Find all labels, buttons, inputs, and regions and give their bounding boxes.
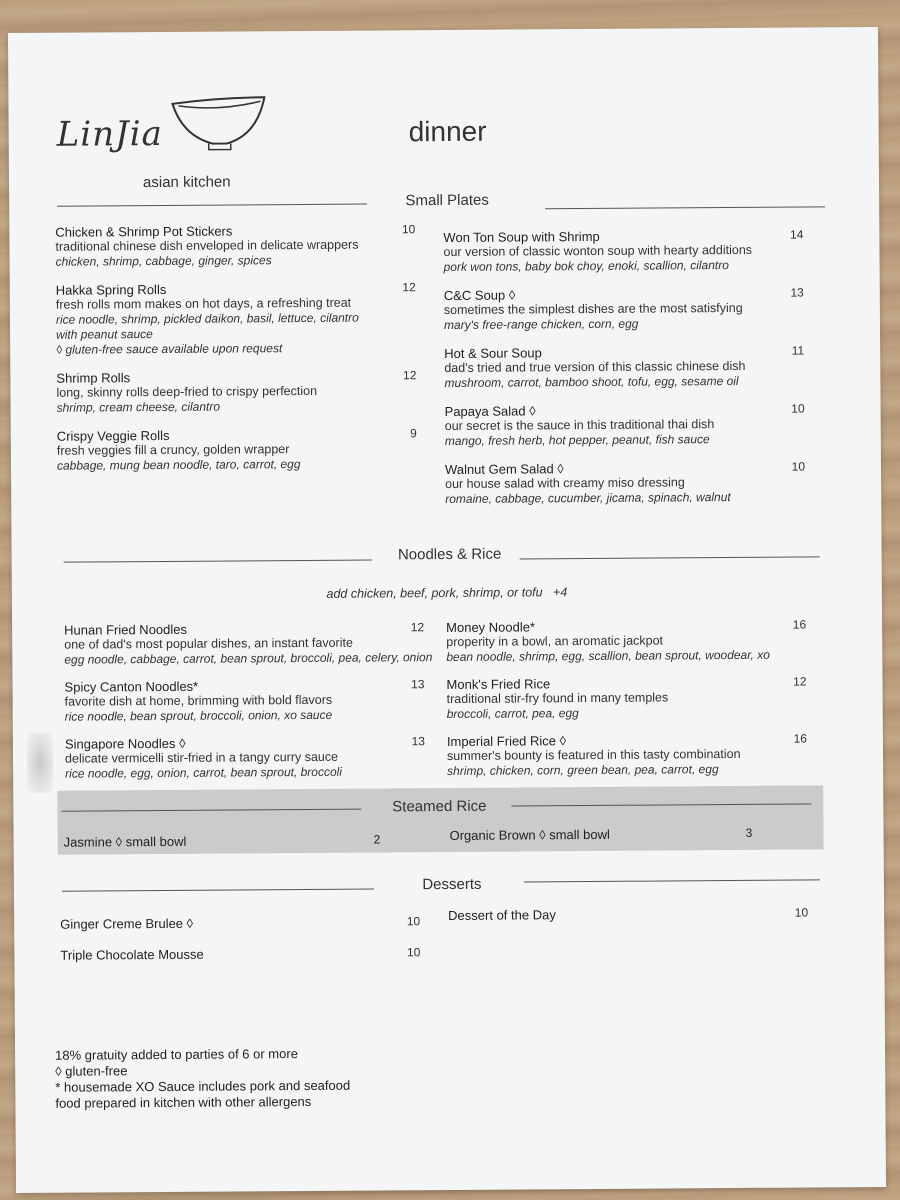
menu-item (448, 905, 828, 923)
item-ingredients: mary's free-range chicken, corn, egg (443, 316, 639, 333)
menu-item (64, 620, 444, 668)
footnote-line: food prepared in kitchen with other allergens (55, 1093, 312, 1111)
section-title: Desserts (422, 875, 482, 894)
section-heading-steamed-rice (61, 795, 817, 822)
item-price: 3 (745, 825, 753, 840)
logo-subtitle: asian kitchen (142, 173, 231, 192)
item-description: fresh rolls mom makes on hot days, a refreshing treat (55, 295, 352, 312)
item-price: 12 (402, 280, 416, 295)
restaurant-logo (56, 93, 257, 194)
menu-item (446, 674, 826, 722)
footnote-line: ◊ gluten-free (55, 1063, 128, 1079)
section-heading-noodles-rice (60, 543, 840, 570)
section-heading-desserts (62, 873, 842, 900)
menu-item (56, 368, 436, 416)
item-ingredients: romaine, cabbage, cucumber, jicama, spinach, walnut (445, 490, 731, 507)
desserts-right-column (448, 905, 828, 939)
menu-item (445, 401, 825, 449)
section-title: Noodles & Rice (397, 545, 502, 564)
item-description: sometimes the simplest dishes are the most satisfying (443, 300, 743, 318)
item-price: 10 (791, 401, 805, 416)
item-description: delicate vermicelli stir-fried in a tangy curry sauce (64, 749, 339, 766)
bowl-icon (168, 93, 268, 154)
item-ingredients: shrimp, cream cheese, cilantro (56, 399, 221, 415)
item-price: 10 (406, 914, 421, 929)
footnote-line: * housemade XO Sauce includes pork and seafood (55, 1077, 351, 1095)
item-price: 12 (793, 674, 807, 689)
item-name: Hot & Sour Soup (444, 345, 542, 362)
item-description: traditional chinese dish enveloped in delicate wrappers (55, 237, 359, 254)
menu-item-brown-rice (450, 827, 610, 843)
item-name: Imperial Fried Rice ◊ (446, 733, 567, 750)
item-ingredients: rice noodle, bean sprout, broccoli, onion, xo sauce (64, 707, 333, 724)
item-price: 10 (401, 222, 416, 237)
item-name: Monk's Fried Rice (446, 676, 551, 693)
item-price: 10 (791, 459, 806, 474)
menu-item (447, 731, 827, 779)
item-price: 13 (411, 677, 425, 692)
section-heading-small-plates (57, 189, 837, 216)
item-name: Hakka Spring Rolls (55, 281, 167, 298)
item-ingredients: mushroom, carrot, bamboo shoot, tofu, egg, sesame oil (444, 373, 739, 391)
menu-title: dinner (408, 115, 487, 148)
item-price: 16 (793, 731, 807, 746)
menu-item (60, 945, 440, 963)
item-name: Organic Brown ◊ small bowl (449, 826, 610, 843)
item-price: 9 (410, 426, 417, 441)
item-price: 12 (410, 620, 425, 635)
item-name: Jasmine ◊ small bowl (63, 833, 187, 850)
item-extra: with peanut sauce (56, 327, 153, 342)
steamed-rice-band (57, 785, 823, 854)
item-price: 16 (792, 617, 807, 632)
small-plates-right-column (443, 227, 825, 520)
item-description: favorite dish at home, brimming with bold flavors (64, 692, 333, 709)
menu-item (57, 426, 437, 474)
item-price: 13 (790, 285, 804, 300)
footnote-line: 18% gratuity added to parties of 6 or more (55, 1046, 298, 1063)
item-ingredients: chicken, shrimp, cabbage, ginger, spices (55, 253, 272, 269)
item-description: fresh veggies fill a cruncy, golden wrapper (56, 442, 290, 458)
item-name: Dessert of the Day (448, 907, 556, 923)
item-name: Hunan Fried Noodles (64, 621, 188, 638)
item-ingredients: pork won tons, baby bok choy, enoki, scallion, cilantro (443, 258, 729, 275)
section-title: Steamed Rice (392, 797, 487, 816)
item-description: traditional stir-fry found in many temples (446, 690, 669, 707)
item-price: 13 (411, 734, 425, 749)
item-ingredients: egg noodle, cabbage, carrot, bean sprout, broccoli, pea, celery, onion (64, 650, 433, 667)
item-price: 12 (402, 368, 417, 383)
item-ingredients: cabbage, mung bean noodle, taro, carrot, egg (56, 457, 301, 473)
item-name: Won Ton Soup with Shrimp (443, 228, 600, 246)
item-ingredients: broccoli, carrot, pea, egg (446, 706, 579, 722)
addon-price: +4 (552, 585, 568, 600)
item-name: C&C Soup ◊ (443, 287, 516, 304)
menu-item (444, 285, 824, 333)
menu-item (56, 280, 437, 358)
item-price: 2 (373, 832, 381, 847)
desserts-left-column (60, 914, 440, 979)
item-name: Money Noodle* (446, 619, 536, 636)
small-plates-left-column (55, 222, 437, 487)
menu-item (64, 677, 444, 725)
menu-footnotes (55, 1046, 350, 1112)
item-name: Shrimp Rolls (56, 370, 131, 386)
item-ingredients: mango, fresh herb, hot pepper, peanut, fish sauce (444, 432, 710, 449)
noodles-left-column (64, 620, 445, 794)
item-ingredients: bean noodle, shrimp, egg, scallion, bean sprout, woodear, xo (446, 647, 770, 665)
item-name: Papaya Salad ◊ (444, 403, 536, 420)
item-name: Walnut Gem Salad ◊ (444, 461, 564, 478)
item-description: properity in a bowl, an aromatic jackpot (446, 633, 664, 650)
section-title: Small Plates (405, 191, 489, 210)
item-description: our house salad with creamy miso dressing (445, 475, 685, 492)
menu-item (60, 914, 440, 932)
menu-item (55, 222, 435, 270)
item-description: our secret is the sauce in this traditional thai dish (444, 417, 715, 434)
item-price: 10 (406, 945, 421, 960)
item-description: our version of classic wonton soup with hearty additions (443, 242, 753, 260)
item-ingredients: shrimp, chicken, corn, green bean, pea, carrot, egg (447, 762, 719, 779)
item-price: 10 (794, 905, 809, 920)
paper-crease-shadow (27, 733, 53, 793)
noodles-right-column (446, 617, 827, 791)
menu-item (65, 734, 445, 782)
menu-item (445, 459, 825, 507)
item-name: Chicken & Shrimp Pot Stickers (55, 223, 233, 240)
logo-wordmark: LinJia (56, 113, 163, 155)
menu-item-jasmine-rice (64, 834, 187, 850)
item-note: ◊ gluten-free sauce available upon request (56, 341, 283, 357)
addon-text: add chicken, beef, pork, shrimp, or tofu (326, 585, 543, 601)
item-description: summer's bounty is featured in this tasty combination (446, 746, 741, 764)
item-name: Ginger Creme Brulee ◊ (60, 915, 194, 932)
item-description: dad's tried and true version of this classic chinese dish (444, 358, 746, 376)
item-name: Triple Chocolate Mousse (60, 946, 204, 963)
item-price: 11 (791, 343, 805, 358)
item-ingredients: rice noodle, egg, onion, carrot, bean sprout, broccoli (65, 764, 343, 781)
item-name: Singapore Noodles ◊ (64, 735, 186, 752)
menu-sheet (8, 27, 886, 1193)
menu-item (446, 617, 826, 665)
item-description: long, skinny rolls deep-fried to crispy perfection (56, 383, 318, 400)
menu-item (444, 343, 824, 391)
protein-addon-note (12, 583, 882, 603)
item-ingredients: rice noodle, shrimp, pickled daikon, basil, lettuce, cilantro (55, 310, 359, 327)
menu-item (443, 227, 823, 275)
item-price: 14 (789, 227, 804, 242)
item-name: Spicy Canton Noodles* (64, 678, 199, 695)
item-description: one of dad's most popular dishes, an instant favorite (64, 635, 353, 652)
item-name: Crispy Veggie Rolls (56, 427, 170, 444)
